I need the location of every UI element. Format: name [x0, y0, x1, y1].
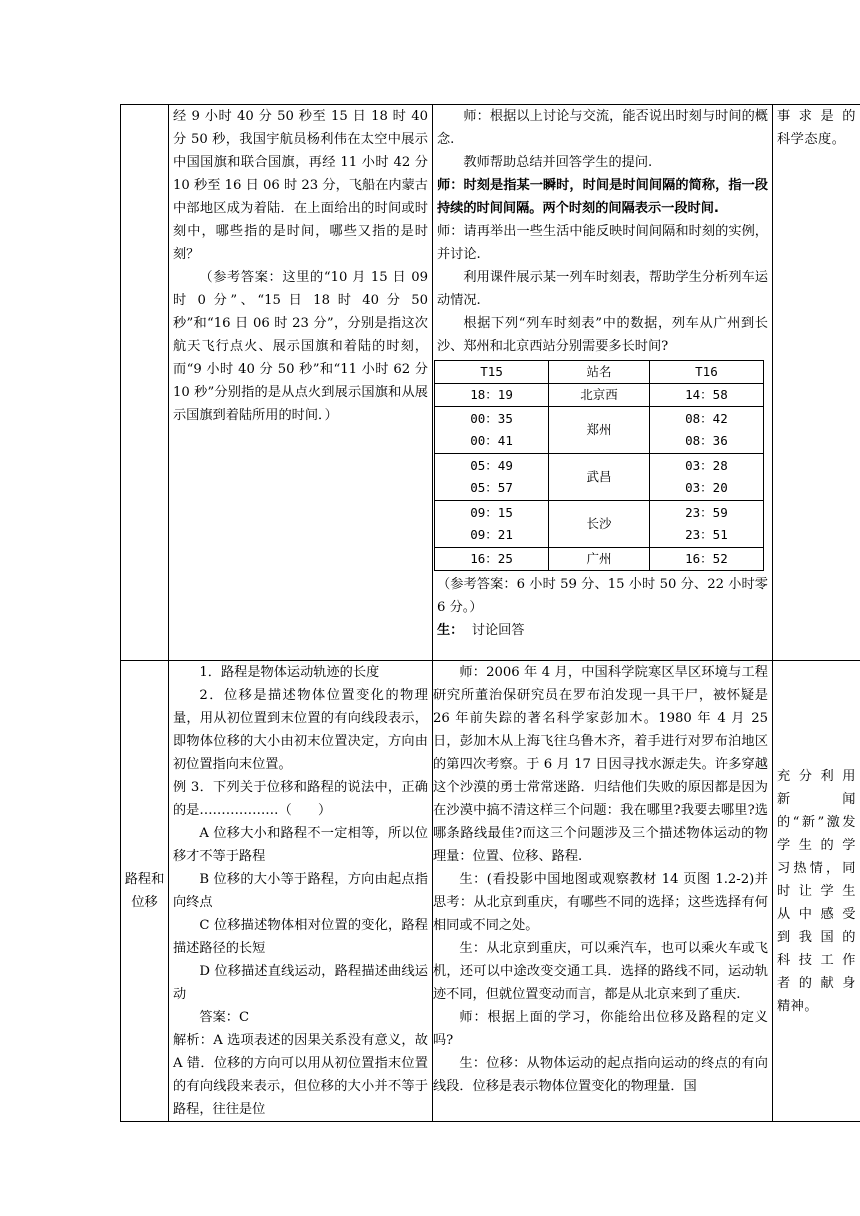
design-intent-cell [773, 661, 860, 1122]
t15-time: 16：25 [435, 548, 549, 571]
teacher-question: 师：根据上面的学习，你能给出位移及路程的定义吗? [433, 1010, 768, 1048]
timetable-question: 根据下列“列车时刻表”中的数据，列车从广州到长沙、郑州和北京西站分别需要多长时间? [437, 316, 768, 354]
student-answer: 生：从北京到重庆，可以乘汽车，也可以乘火车或飞机，还可以中途改变交通工具．选择的路线不同，运动轨迹不同，但就位置变动而言，都是从北京来到了重庆. [433, 941, 768, 1002]
t15-arrive: 09：15 [470, 505, 513, 520]
t16-times [649, 454, 763, 501]
design-intent-text: 事 求 是 的科学态度。 [777, 109, 856, 147]
t16-time: 14：58 [649, 384, 763, 407]
t16-depart: 08：36 [685, 433, 728, 448]
design-intent-text: 充 分 利 用 新 闻 的“新”激发学 生 的 学习热情，同时 让 学 生从 中 感 受到 我 国 的科 技 工 作者 的 献 身精神。 [777, 768, 856, 1014]
station-name: 武昌 [549, 454, 650, 501]
station-name: 广州 [549, 548, 650, 571]
content-cell [169, 661, 433, 1122]
timetable-row [435, 407, 764, 454]
t15-times [435, 407, 549, 454]
timetable-row [435, 384, 764, 407]
lesson-plan-table [120, 104, 860, 1122]
timetable-row [435, 501, 764, 548]
t15-depart: 05：57 [470, 480, 513, 495]
student-response-text: 讨论回答 [471, 623, 525, 638]
option-b: B 位移的大小等于路程，方向由起点指向终点 [173, 872, 428, 910]
design-intent-cell [773, 105, 860, 661]
content-cell [169, 105, 433, 661]
header-t16: T16 [649, 361, 763, 384]
timetable-row [435, 548, 764, 571]
timetable-header-row [435, 361, 764, 384]
station-name: 长沙 [549, 501, 650, 548]
student-label: 生： [437, 623, 464, 638]
timetable-row [435, 454, 764, 501]
table-row-time-and-moment [121, 105, 860, 661]
example-question: 例 3．下列关于位移和路程的说法中，正确的是………………（ ） [173, 780, 428, 818]
teacher-prompt: 师：请再举出一些生活中能反映时间间隔和时刻的实例，并讨论. [437, 224, 768, 262]
topic-cell-empty [121, 105, 169, 661]
option-a: A 位移大小和路程不一定相等，所以位移才不等于路程 [173, 826, 428, 864]
definition-distance: 1．路程是物体运动轨迹的长度 [199, 665, 380, 680]
t16-time: 16：52 [649, 548, 763, 571]
t15-depart: 00：41 [470, 433, 513, 448]
activity-cell [433, 105, 773, 661]
t16-arrive: 08：42 [685, 411, 728, 426]
answer: 答案：C [199, 1010, 250, 1025]
station-name: 北京西 [549, 384, 650, 407]
t16-arrive: 03：28 [685, 458, 728, 473]
train-timetable [434, 360, 764, 571]
teacher-summary: 教师帮助总结并回答学生的提问. [463, 155, 653, 170]
t15-time: 18：19 [435, 384, 549, 407]
teacher-question: 师：根据以上讨论与交流，能否说出时刻与时间的概念. [437, 109, 768, 147]
t15-depart: 09：21 [470, 527, 513, 542]
courseware-note: 利用课件展示某一列车时刻表，帮助学生分析列车运动情况. [437, 270, 768, 308]
t16-arrive: 23：59 [685, 505, 728, 520]
header-station: 站名 [549, 361, 650, 384]
t15-arrive: 05：49 [470, 458, 513, 473]
t16-times [649, 407, 763, 454]
reference-answer: （参考答案：这里的“10 月 15 日 09 时 0 分”、“15 日 18 时 40 分 50 秒”和“16 日 06 时 23 分”，分别是指这次航天飞行点火、展示国旗和着陆的时刻，而“9 小时 40 分 50 秒”和“11 小时 62 分 10 秒”分别指的是从点火到展示国旗和从展示国旗到着陆所用的时间．） [173, 270, 428, 423]
definition-displacement: 2．位移是描述物体位置变化的物理量，用从初位置到末位置的有向线段表示，即物体位移的大小由初末位置决定，方向由初位置指向末位置。 [173, 688, 428, 772]
option-c: C 位移描述物体相对位置的变化，路程描述路径的长短 [173, 918, 428, 956]
t15-arrive: 00：35 [470, 411, 513, 426]
timetable-answer: （参考答案：6 小时 59 分、15 小时 50 分、22 小时零 6 分。） [437, 577, 768, 615]
activity-cell [433, 661, 773, 1122]
t16-depart: 23：51 [685, 527, 728, 542]
t16-times [649, 501, 763, 548]
t16-depart: 03：20 [685, 480, 728, 495]
definition-statement: 师：时刻是指某一瞬时，时间是时间间隔的简称，指一段持续的时间间隔。两个时刻的间隔表示一段时间. [437, 178, 768, 216]
content-paragraph: 经 9 小时 40 分 50 秒至 15 日 18 时 40 分 50 秒，我国宇航员杨利伟在太空中展示中国国旗和联合国旗，再经 11 小时 42 分 10 秒至 16 日 06 时 23 分，飞船在内蒙古中部地区成为着陆．在上面给出的时间或时刻中，哪些指的是时间，哪些又指的是时刻？ [173, 109, 428, 262]
student-response [437, 619, 768, 642]
topic-cell [121, 661, 169, 1122]
table-row-distance-and-displacement [121, 661, 860, 1122]
topic-title: 路程和位移 [124, 872, 165, 910]
student-definition: 生：位移：从物体运动的起点指向运动的终点的有向线段．位移是表示物体位置变化的物理量．国 [433, 1056, 768, 1094]
header-t15: T15 [435, 361, 549, 384]
student-observation: 生：(看投影中国地图或观察教材 14 页图 1.2-2)并思考：从北京到重庆，有哪些不同的选择；这些选择有何相同或不同之处。 [433, 872, 768, 933]
teacher-story: 师：2006 年 4 月，中国科学院寒区旱区环境与工程研究所董治保研究员在罗布泊发现一具干尸，被怀疑是 26 年前失踪的著名科学家彭加木。1980 年 4 月 25 日，彭加木从上海飞往乌鲁木齐，着手进行对罗布泊地区的第四次考察。于 6 月 17 日因寻找水源走失。许多穿越这个沙漠的勇士常常迷路．归结他们失败的原因都是因为在沙漠中搞不清这样三个问题：我在哪里?我要去哪里?选哪条路线最佳?而这三个问题涉及三个描述物体运动的物理量：位置、位移、路程. [433, 665, 768, 864]
t15-times [435, 501, 549, 548]
t15-times [435, 454, 549, 501]
option-d: D 位移描述直线运动，路程描述曲线运动 [173, 964, 428, 1002]
analysis: 解析：A 选项表述的因果关系没有意义，故 A 错．位移的方向可以用从初位置指末位置的有向线段来表示，但位移的大小并不等于路程，往往是位 [173, 1033, 428, 1117]
station-name: 郑州 [549, 407, 650, 454]
